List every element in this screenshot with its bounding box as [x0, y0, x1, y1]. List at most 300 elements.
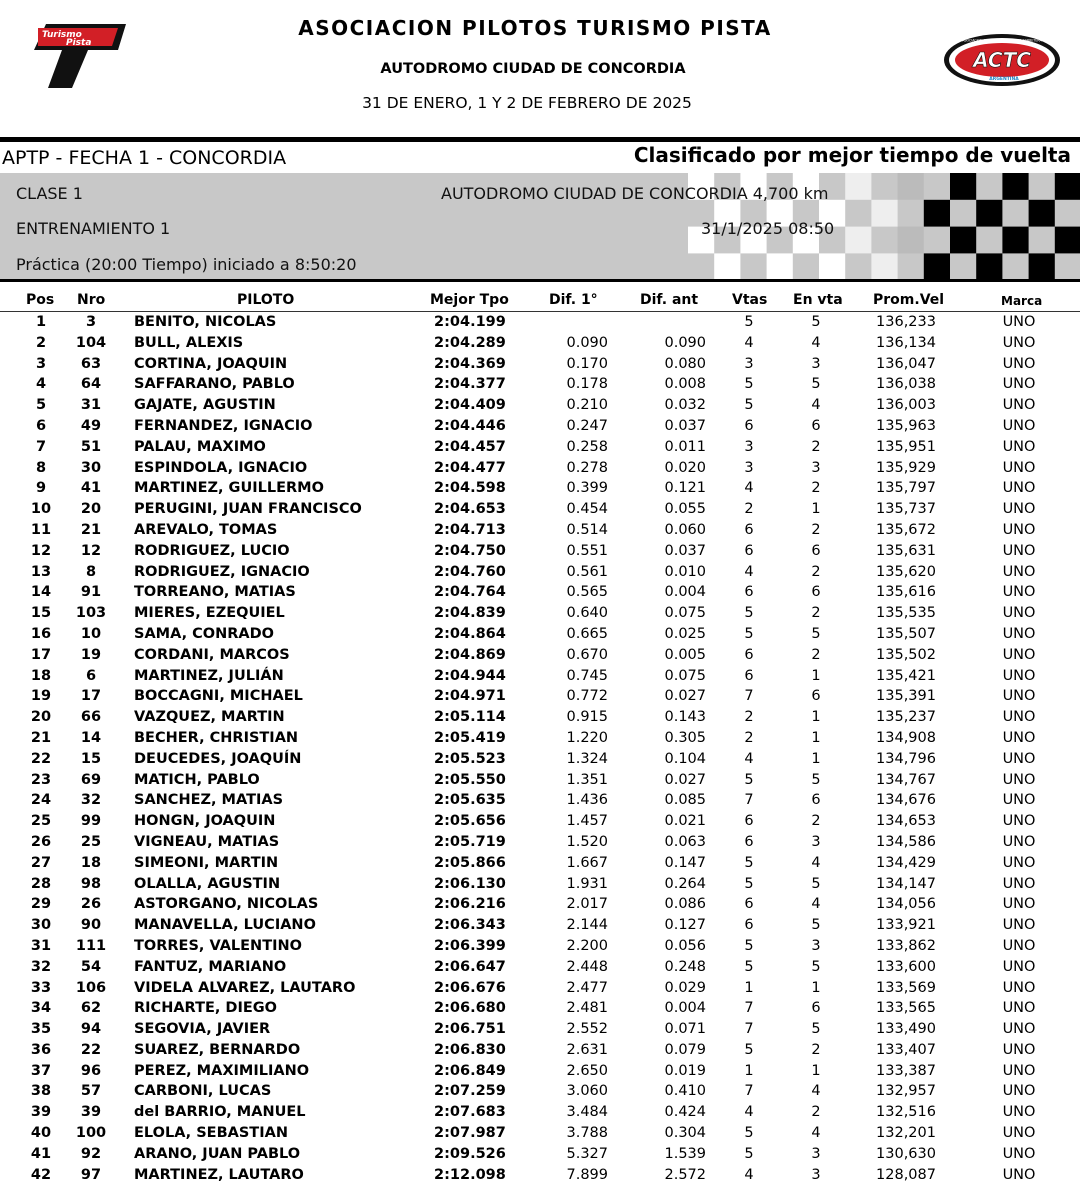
cell-mejor-tpo: 2:04.477: [434, 459, 506, 476]
cell-vtas: 6: [744, 542, 754, 559]
cell-pos: 34: [30, 1000, 52, 1017]
cell-dif-ant: 0.127: [664, 917, 706, 934]
cell-marca: UNO: [1002, 979, 1036, 996]
cell-dif-1: 0.178: [566, 376, 608, 393]
cell-piloto: GAJATE, AGUSTIN: [134, 397, 276, 414]
cell-mejor-tpo: 2:06.830: [434, 1041, 506, 1058]
cell-marca: UNO: [1002, 605, 1036, 622]
cell-piloto: BECHER, CHRISTIAN: [134, 729, 299, 746]
cell-pos: 29: [30, 896, 52, 913]
cell-pos: 17: [30, 646, 52, 663]
cell-pos: 39: [30, 1104, 52, 1121]
cell-vtas: 5: [744, 771, 754, 788]
cell-pos: 36: [30, 1041, 52, 1058]
cell-dif-ant: 0.075: [664, 605, 706, 622]
cell-mejor-tpo: 2:04.864: [434, 625, 506, 642]
cell-marca: UNO: [1002, 563, 1036, 580]
cell-en-vta: 2: [811, 480, 821, 497]
cell-vtas: 5: [744, 376, 754, 393]
cell-nro: 32: [80, 792, 102, 809]
cell-mejor-tpo: 2:06.399: [434, 937, 506, 954]
cell-pos: 37: [30, 1062, 52, 1079]
cell-en-vta: 1: [811, 1062, 821, 1079]
cell-prom-vel: 135,631: [876, 542, 936, 559]
cell-en-vta: 3: [811, 833, 821, 850]
svg-text:ARGENTINA: ARGENTINA: [989, 77, 1019, 82]
cell-en-vta: 6: [811, 688, 821, 705]
cell-en-vta: 5: [811, 376, 821, 393]
table-row: [0, 1020, 1080, 1041]
cell-prom-vel: 136,047: [876, 355, 936, 372]
cell-mejor-tpo: 2:05.635: [434, 792, 506, 809]
top-rule: [0, 137, 1080, 142]
cell-marca: UNO: [1002, 501, 1036, 518]
cell-dif-1: 1.457: [566, 813, 608, 830]
cell-vtas: 3: [744, 438, 754, 455]
cell-pos: 20: [30, 709, 52, 726]
cell-piloto: CORDANI, MARCOS: [134, 646, 290, 663]
cell-prom-vel: 135,620: [876, 563, 936, 580]
cell-dif-1: 0.170: [566, 355, 608, 372]
cell-piloto: TORREANO, MATIAS: [134, 584, 296, 601]
cell-dif-1: 2.477: [566, 979, 608, 996]
col-piloto: PILOTO: [237, 292, 295, 308]
cell-dif-ant: 0.032: [664, 397, 706, 414]
cell-vtas: 5: [744, 625, 754, 642]
cell-prom-vel: 132,516: [876, 1104, 936, 1121]
cell-mejor-tpo: 2:04.598: [434, 480, 506, 497]
table-row: [0, 500, 1080, 521]
cell-dif-1: 5.327: [566, 1145, 608, 1162]
cell-prom-vel: 130,630: [876, 1145, 936, 1162]
cell-en-vta: 5: [811, 958, 821, 975]
cell-dif-ant: 0.410: [664, 1083, 706, 1100]
cell-nro: 62: [80, 1000, 102, 1017]
cell-en-vta: 5: [811, 1021, 821, 1038]
cell-piloto: FANTUZ, MARIANO: [134, 958, 287, 975]
cell-dif-1: 1.324: [566, 750, 608, 767]
cell-piloto: MARTINEZ, JULIÁN: [134, 667, 284, 684]
cell-dif-ant: 0.071: [664, 1021, 706, 1038]
cell-dif-1: 2.481: [566, 1000, 608, 1017]
cell-marca: UNO: [1002, 314, 1036, 330]
cell-nro: 104: [75, 334, 107, 351]
cell-dif-ant: 0.004: [664, 1000, 706, 1017]
cell-vtas: 4: [744, 563, 754, 580]
cell-marca: UNO: [1002, 896, 1036, 913]
cell-nro: 17: [80, 688, 102, 705]
table-row: [0, 521, 1080, 542]
cell-dif-1: 3.484: [566, 1104, 608, 1121]
cell-dif-ant: 0.143: [664, 709, 706, 726]
cell-mejor-tpo: 2:05.550: [434, 771, 506, 788]
cell-prom-vel: 134,653: [876, 813, 936, 830]
cell-mejor-tpo: 2:04.446: [434, 417, 506, 434]
cell-pos: 38: [30, 1083, 52, 1100]
cell-marca: UNO: [1002, 958, 1036, 975]
cell-en-vta: 5: [811, 917, 821, 934]
cell-prom-vel: 135,672: [876, 521, 936, 538]
cell-nro: 97: [80, 1166, 102, 1183]
cell-vtas: 3: [744, 459, 754, 476]
cell-nro: 96: [80, 1062, 102, 1079]
cell-vtas: 6: [744, 667, 754, 684]
cell-pos: 3: [35, 355, 47, 372]
cell-pos: 21: [30, 729, 52, 746]
actc-logo: [942, 32, 1062, 88]
cell-vtas: 7: [744, 792, 754, 809]
cell-prom-vel: 135,391: [876, 688, 936, 705]
col-pos: Pos: [26, 292, 55, 308]
cell-vtas: 5: [744, 875, 754, 892]
cell-dif-1: 2.552: [566, 1021, 608, 1038]
cell-prom-vel: 133,565: [876, 1000, 936, 1017]
cell-mejor-tpo: 2:04.199: [434, 314, 506, 330]
cell-pos: 6: [35, 417, 47, 434]
cell-nro: 63: [80, 355, 102, 372]
cell-dif-ant: 0.020: [664, 459, 706, 476]
circuit-title: AUTODROMO CIUDAD DE CONCORDIA: [380, 61, 686, 77]
cell-pos: 27: [30, 854, 52, 871]
cell-vtas: 5: [744, 314, 754, 330]
cell-marca: UNO: [1002, 625, 1036, 642]
cell-en-vta: 4: [811, 854, 821, 871]
table-row: [0, 895, 1080, 916]
cell-nro: 6: [85, 667, 97, 684]
cell-dif-ant: 0.063: [664, 833, 706, 850]
cell-piloto: RODRIGUEZ, IGNACIO: [134, 563, 310, 580]
cell-nro: 12: [80, 542, 102, 559]
cell-nro: 31: [80, 397, 102, 414]
cell-dif-1: 0.278: [566, 459, 608, 476]
cell-vtas: 5: [744, 854, 754, 871]
cell-en-vta: 6: [811, 417, 821, 434]
cell-vtas: 5: [744, 605, 754, 622]
col-prom-vel: Prom.Vel: [873, 292, 945, 308]
cell-en-vta: 4: [811, 397, 821, 414]
cell-mejor-tpo: 2:07.987: [434, 1125, 506, 1142]
cell-mejor-tpo: 2:04.653: [434, 501, 506, 518]
cell-prom-vel: 128,087: [876, 1166, 936, 1183]
cell-pos: 9: [35, 480, 47, 497]
cell-en-vta: 3: [811, 1166, 821, 1183]
cell-nro: 54: [80, 958, 102, 975]
cell-nro: 15: [80, 750, 102, 767]
cell-prom-vel: 134,429: [876, 854, 936, 871]
cell-piloto: DEUCEDES, JOAQUÍN: [134, 750, 302, 767]
cell-prom-vel: 135,535: [876, 605, 936, 622]
cell-pos: 18: [30, 667, 52, 684]
cell-vtas: 7: [744, 1021, 754, 1038]
svg-text:ACTC: ACTC: [973, 48, 1031, 72]
table-row: [0, 1103, 1080, 1124]
cell-mejor-tpo: 2:06.680: [434, 1000, 506, 1017]
cell-prom-vel: 134,908: [876, 729, 936, 746]
cell-piloto: SANCHEZ, MATIAS: [134, 792, 284, 809]
cell-en-vta: 3: [811, 355, 821, 372]
cell-en-vta: 4: [811, 1125, 821, 1142]
cell-marca: UNO: [1002, 1166, 1036, 1183]
cell-marca: UNO: [1002, 771, 1036, 788]
table-row: [0, 812, 1080, 833]
cell-prom-vel: 133,569: [876, 979, 936, 996]
cell-vtas: 6: [744, 646, 754, 663]
cell-nro: 111: [75, 937, 107, 954]
table-row: [0, 479, 1080, 500]
cell-marca: UNO: [1002, 438, 1036, 455]
table-row: [0, 833, 1080, 854]
cell-piloto: SUAREZ, BERNARDO: [134, 1041, 301, 1058]
cell-dif-ant: 0.104: [664, 750, 706, 767]
cell-piloto: MARTINEZ, GUILLERMO: [134, 480, 324, 497]
cell-marca: UNO: [1002, 1000, 1036, 1017]
cell-pos: 28: [30, 875, 52, 892]
cell-dif-ant: 0.019: [664, 1062, 706, 1079]
cell-nro: 57: [80, 1083, 102, 1100]
cell-dif-1: 0.514: [566, 521, 608, 538]
cell-dif-1: 0.640: [566, 605, 608, 622]
cell-pos: 14: [30, 584, 52, 601]
cell-nro: 90: [80, 917, 102, 934]
cell-mejor-tpo: 2:04.839: [434, 605, 506, 622]
table-row: [0, 438, 1080, 459]
cell-pos: 16: [30, 625, 52, 642]
table-row: [0, 459, 1080, 480]
cell-pos: 26: [30, 833, 52, 850]
cell-nro: 99: [80, 813, 102, 830]
table-row: [0, 355, 1080, 376]
cell-dif-ant: 0.037: [664, 542, 706, 559]
cell-dif-1: 3.788: [566, 1125, 608, 1142]
col-vtas: Vtas: [732, 292, 768, 308]
cell-vtas: 2: [744, 709, 754, 726]
cell-marca: UNO: [1002, 709, 1036, 726]
cell-prom-vel: 133,921: [876, 917, 936, 934]
cell-marca: UNO: [1002, 417, 1036, 434]
cell-pos: 13: [30, 563, 52, 580]
cell-dif-1: 2.448: [566, 958, 608, 975]
cell-marca: UNO: [1002, 1145, 1036, 1162]
cell-en-vta: 4: [811, 896, 821, 913]
cell-pos: 12: [30, 542, 52, 559]
cell-dif-1: 0.247: [566, 417, 608, 434]
cell-en-vta: 5: [811, 771, 821, 788]
cell-dif-ant: 0.086: [664, 896, 706, 913]
cell-piloto: del BARRIO, MANUEL: [134, 1104, 306, 1121]
cell-pos: 33: [30, 979, 52, 996]
cell-mejor-tpo: 2:06.676: [434, 979, 506, 996]
cell-prom-vel: 135,507: [876, 625, 936, 642]
cell-dif-1: 0.399: [566, 480, 608, 497]
svg-text:Turismo: Turismo: [42, 30, 82, 40]
cell-dif-ant: 0.264: [664, 875, 706, 892]
cell-vtas: 6: [744, 417, 754, 434]
cell-prom-vel: 136,233: [876, 314, 936, 330]
cell-vtas: 1: [744, 1062, 754, 1079]
cell-dif-ant: 0.008: [664, 376, 706, 393]
report-header: [0, 0, 1080, 136]
cell-vtas: 5: [744, 1125, 754, 1142]
cell-dif-ant: 0.304: [664, 1125, 706, 1142]
cell-en-vta: 6: [811, 584, 821, 601]
cell-dif-1: 0.745: [566, 667, 608, 684]
cell-pos: 4: [35, 376, 47, 393]
cell-mejor-tpo: 2:12.098: [434, 1166, 506, 1183]
cell-marca: UNO: [1002, 854, 1036, 871]
cell-dif-1: 2.017: [566, 896, 608, 913]
table-row: [0, 729, 1080, 750]
table-row: [0, 916, 1080, 937]
cell-dif-ant: 0.027: [664, 688, 706, 705]
cell-marca: UNO: [1002, 792, 1036, 809]
cell-en-vta: 2: [811, 605, 821, 622]
cell-dif-1: 0.670: [566, 646, 608, 663]
cell-pos: 23: [30, 771, 52, 788]
cell-mejor-tpo: 2:04.409: [434, 397, 506, 414]
cell-pos: 22: [30, 750, 52, 767]
col-dif-1: Dif. 1°: [549, 292, 598, 308]
cell-vtas: 6: [744, 917, 754, 934]
cell-nro: 98: [80, 875, 102, 892]
cell-nro: 69: [80, 771, 102, 788]
cell-prom-vel: 135,929: [876, 459, 936, 476]
cell-dif-1: 1.220: [566, 729, 608, 746]
cell-dif-1: 1.520: [566, 833, 608, 850]
table-row: [0, 708, 1080, 729]
cell-dif-ant: 0.121: [664, 480, 706, 497]
cell-mejor-tpo: 2:07.683: [434, 1104, 506, 1121]
table-row: [0, 937, 1080, 958]
cell-vtas: 7: [744, 1000, 754, 1017]
cell-pos: 24: [30, 792, 52, 809]
cell-marca: UNO: [1002, 937, 1036, 954]
cell-piloto: SEGOVIA, JAVIER: [134, 1021, 271, 1038]
col-marca: Marca: [1001, 294, 1043, 308]
cell-pos: 15: [30, 605, 52, 622]
cell-piloto: AREVALO, TOMAS: [134, 521, 278, 538]
cell-prom-vel: 133,862: [876, 937, 936, 954]
cell-marca: UNO: [1002, 646, 1036, 663]
cell-marca: UNO: [1002, 729, 1036, 746]
table-row: [0, 1062, 1080, 1083]
cell-marca: UNO: [1002, 355, 1036, 372]
table-row: [0, 750, 1080, 771]
cell-nro: 26: [80, 896, 102, 913]
cell-piloto: PEREZ, MAXIMILIANO: [134, 1062, 310, 1079]
cell-nro: 21: [80, 521, 102, 538]
cell-en-vta: 1: [811, 501, 821, 518]
table-row: [0, 958, 1080, 979]
cell-mejor-tpo: 2:04.289: [434, 334, 506, 351]
cell-dif-ant: 0.010: [664, 563, 706, 580]
cell-dif-ant: 0.056: [664, 937, 706, 954]
cell-vtas: 7: [744, 688, 754, 705]
cell-en-vta: 2: [811, 646, 821, 663]
cell-dif-ant: 0.305: [664, 729, 706, 746]
cell-dif-1: 0.210: [566, 397, 608, 414]
cell-nro: 92: [80, 1145, 102, 1162]
cell-mejor-tpo: 2:09.526: [434, 1145, 506, 1162]
cell-dif-1: 1.667: [566, 854, 608, 871]
session-info-panel: [0, 173, 1080, 280]
cell-prom-vel: 132,201: [876, 1125, 936, 1142]
cell-piloto: SAMA, CONRADO: [134, 625, 274, 642]
cell-mejor-tpo: 2:05.656: [434, 813, 506, 830]
cell-prom-vel: 135,502: [876, 646, 936, 663]
cell-dif-1: 0.090: [566, 334, 608, 351]
cell-piloto: BULL, ALEXIS: [134, 334, 244, 351]
cell-dif-1: 1.351: [566, 771, 608, 788]
cell-nro: 22: [80, 1041, 102, 1058]
cell-mejor-tpo: 2:06.849: [434, 1062, 506, 1079]
table-row: [0, 1166, 1080, 1187]
cell-pos: 41: [30, 1145, 52, 1162]
cell-vtas: 5: [744, 958, 754, 975]
cell-nro: 66: [80, 709, 102, 726]
cell-prom-vel: 135,421: [876, 667, 936, 684]
cell-vtas: 6: [744, 813, 754, 830]
cell-pos: 5: [35, 397, 47, 414]
cell-mejor-tpo: 2:06.751: [434, 1021, 506, 1038]
cell-piloto: VIDELA ALVAREZ, LAUTARO: [134, 979, 356, 996]
cell-piloto: MANAVELLA, LUCIANO: [134, 917, 316, 934]
cell-dif-ant: 0.011: [664, 438, 706, 455]
cell-prom-vel: 133,407: [876, 1041, 936, 1058]
cell-nro: 20: [80, 501, 102, 518]
cell-pos: 8: [35, 459, 47, 476]
cell-mejor-tpo: 2:05.719: [434, 833, 506, 850]
cell-marca: UNO: [1002, 1125, 1036, 1142]
cell-prom-vel: 135,237: [876, 709, 936, 726]
cell-dif-1: 0.565: [566, 584, 608, 601]
cell-prom-vel: 132,957: [876, 1083, 936, 1100]
cell-dif-1: 0.665: [566, 625, 608, 642]
cell-en-vta: 3: [811, 937, 821, 954]
cell-piloto: PERUGINI, JUAN FRANCISCO: [134, 501, 362, 518]
cell-pos: 1: [35, 314, 47, 330]
cell-nro: 30: [80, 459, 102, 476]
cell-marca: UNO: [1002, 521, 1036, 538]
cell-piloto: MARTINEZ, LAUTARO: [134, 1166, 304, 1183]
cell-vtas: 5: [744, 1041, 754, 1058]
cell-mejor-tpo: 2:04.764: [434, 584, 506, 601]
cell-vtas: 4: [744, 1166, 754, 1183]
cell-mejor-tpo: 2:04.944: [434, 667, 506, 684]
cell-en-vta: 2: [811, 1104, 821, 1121]
cell-dif-ant: 0.147: [664, 854, 706, 871]
cell-dif-ant: 0.027: [664, 771, 706, 788]
cell-piloto: BENITO, NICOLAS: [134, 314, 277, 330]
table-row: [0, 1145, 1080, 1166]
cell-dif-ant: 0.060: [664, 521, 706, 538]
cell-marca: UNO: [1002, 397, 1036, 414]
cell-dif-ant: 0.005: [664, 646, 706, 663]
cell-dif-ant: 0.079: [664, 1041, 706, 1058]
session-datetime: 31/1/2025 08:50: [701, 219, 835, 238]
cell-piloto: ESPINDOLA, IGNACIO: [134, 459, 308, 476]
cell-mejor-tpo: 2:05.866: [434, 854, 506, 871]
cell-marca: UNO: [1002, 750, 1036, 767]
table-row: [0, 583, 1080, 604]
cell-piloto: RODRIGUEZ, LUCIO: [134, 542, 290, 559]
cell-mejor-tpo: 2:04.369: [434, 355, 506, 372]
cell-dif-1: 2.650: [566, 1062, 608, 1079]
cell-nro: 39: [80, 1104, 102, 1121]
cell-prom-vel: 135,963: [876, 417, 936, 434]
cell-prom-vel: 133,490: [876, 1021, 936, 1038]
cell-marca: UNO: [1002, 480, 1036, 497]
cell-piloto: FERNANDEZ, IGNACIO: [134, 417, 313, 434]
